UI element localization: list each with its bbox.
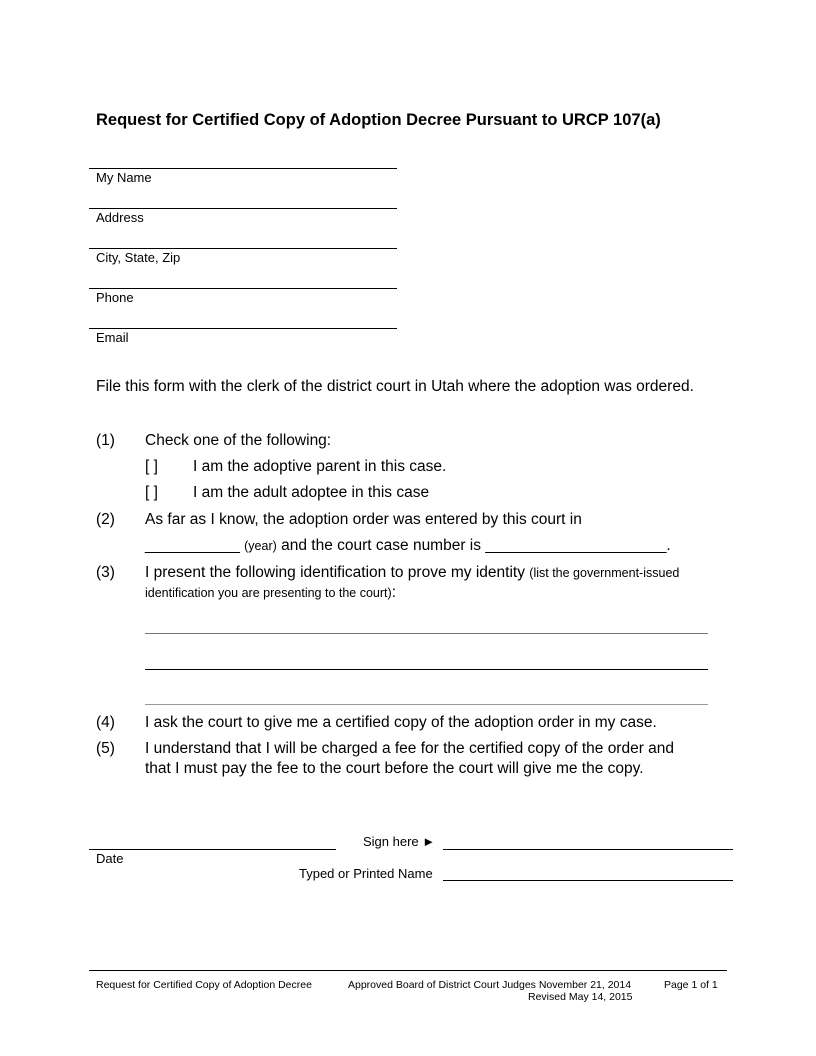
footer-revised: Revised May 14, 2015 [528,991,633,1003]
footer-page-number: Page 1 of 1 [664,979,718,991]
item-3-note-b: identification you are presenting to the court) [145,586,392,600]
city-state-zip-input-line[interactable] [89,248,397,249]
address-input-line[interactable] [89,208,397,209]
signature-line[interactable] [443,849,733,850]
option-adoptive-parent-label: I am the adoptive parent in this case. [193,458,447,475]
identification-line-3[interactable] [145,704,708,705]
item-3-colon: : [391,584,396,601]
item-5-line2: that I must pay the fee to the court before the court will give me the copy. [145,760,644,777]
instruction-text: File this form with the clerk of the district court in Utah where the adoption was ordered. [96,378,694,395]
checkbox-adult-adoptee[interactable]: [ ] [145,484,158,501]
item-3-note-line [145,584,396,602]
sign-here-label: Sign here ► [363,834,436,849]
year-blank[interactable]: ___________ [145,537,240,554]
item-5-number: (5) [96,740,115,757]
year-label: (year) [244,539,277,553]
item-2-text: As far as I know, the adoption order was entered by this court in [145,511,582,528]
item-3-main-text: I present the following identification to prove my identity [145,564,525,581]
item-3-number: (3) [96,564,115,581]
item-1-text: Check one of the following: [145,432,332,449]
city-state-zip-label: City, State, Zip [96,250,181,265]
item-2-line2 [145,537,671,555]
email-label: Email [96,330,129,345]
email-input-line[interactable] [89,328,397,329]
footer-divider [89,970,727,971]
name-input-line[interactable] [89,168,397,169]
case-number-blank[interactable]: _____________________. [485,537,671,554]
identification-line-2[interactable] [145,669,708,670]
item-2-number: (2) [96,511,115,528]
footer-approval: Approved Board of District Court Judges November 21, 2014 [348,979,632,991]
page-title: Request for Certified Copy of Adoption Decree Pursuant to URCP 107(a) [96,111,661,129]
item-5-line1: I understand that I will be charged a fee for the certified copy of the order and [145,740,675,757]
item-1-number: (1) [96,432,115,449]
identification-line-1[interactable] [145,633,708,634]
checkbox-adoptive-parent[interactable]: [ ] [145,458,158,475]
typed-name-label: Typed or Printed Name [299,866,433,881]
item-4-text: I ask the court to give me a certified copy of the adoption order in my case. [145,714,657,731]
item-4-number: (4) [96,714,115,731]
item-3-text [145,564,679,582]
date-label: Date [96,851,124,866]
phone-label: Phone [96,290,134,305]
phone-input-line[interactable] [89,288,397,289]
typed-name-line[interactable] [443,880,733,881]
option-adult-adoptee-label: I am the adult adoptee in this case [193,484,430,501]
case-number-text: and the court case number is [281,537,481,554]
date-line[interactable] [89,849,336,850]
address-label: Address [96,210,144,225]
item-3-note-a: (list the government-issued [529,566,680,580]
my-name-label: My Name [96,170,152,185]
footer-form-title: Request for Certified Copy of Adoption Decree [96,979,312,991]
